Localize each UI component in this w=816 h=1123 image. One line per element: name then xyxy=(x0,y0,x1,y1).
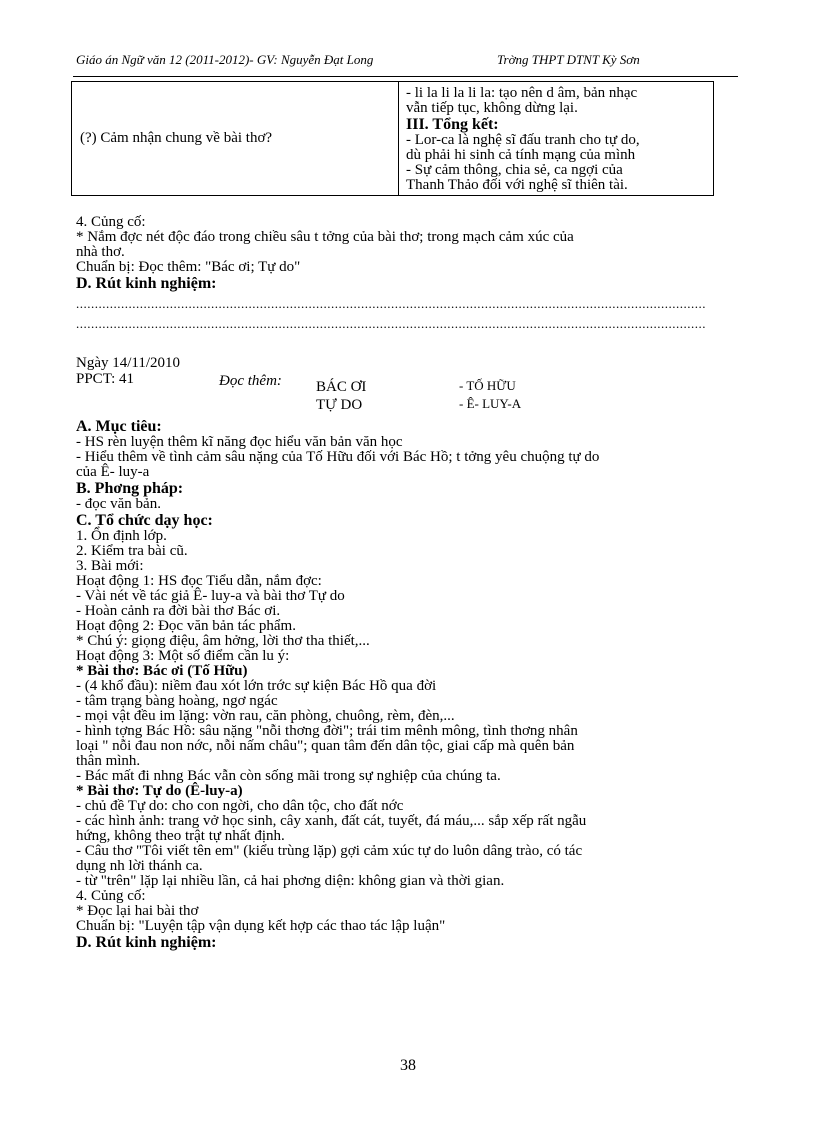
answer-line: - Lor-ca là nghệ sĩ đấu tranh cho tự do, xyxy=(406,132,640,148)
text-line: Chuẩn bị: Đọc thêm: "Bác ơi; Tự do" xyxy=(76,259,301,275)
lesson-date: Ngày 14/11/2010 xyxy=(76,355,181,371)
text-line: 2. Kiểm tra bài cũ. xyxy=(76,543,188,559)
question-cell xyxy=(72,82,399,196)
text-line: 4. Củng cố: xyxy=(76,214,146,230)
section-heading: D. Rút kinh nghiệm: xyxy=(76,934,217,951)
text-line: 4. Củng cố: xyxy=(76,888,146,904)
header-school-name: Trờng THPT DTNT Kỳ Sơn xyxy=(497,52,640,67)
poem-heading: * Bài thơ: Bác ơi (Tố Hữu) xyxy=(76,663,248,679)
text-line: nhà thơ. xyxy=(76,244,125,260)
poem-title-2: TỰ DO xyxy=(316,397,363,413)
section-heading: A. Mục tiêu: xyxy=(76,418,162,435)
text-line: - chủ đề Tự do: cho con ngời, cho dân tộc, cho đất nớc xyxy=(76,798,404,814)
lesson-ppct: PPCT: 41 xyxy=(76,371,135,387)
answer-line: - li la li la li la: tạo nên d âm, bản nhạc xyxy=(406,85,638,101)
text-line: - Vài nét về tác giả Ê- luy-a và bài thơ Tự do xyxy=(76,588,345,604)
text-line: - đọc văn bản. xyxy=(76,496,161,512)
answer-cell xyxy=(399,82,714,196)
answer-line: vẫn tiếp tục, không dừng lại. xyxy=(406,100,578,116)
table-row xyxy=(72,82,714,196)
text-line: 1. Ổn định lớp. xyxy=(76,528,167,544)
text-line: - HS rèn luyện thêm kĩ năng đọc hiểu văn bản văn học xyxy=(76,434,403,450)
text-line: loại " nỗi đau non nớc, nỗi nấm châu"; quan tâm đến dân tộc, giai cấp mà quên bản xyxy=(76,738,575,754)
consolidation-section xyxy=(76,215,741,336)
text-line: hứng, không theo trật tự nhất định. xyxy=(76,828,285,844)
text-line: - Bác mất đi nhng Bác vẫn còn sống mãi trong sự nghiệp của chúng ta. xyxy=(76,768,501,784)
experience-heading: D. Rút kinh nghiệm: xyxy=(76,275,217,292)
text-line: - mọi vật đều im lặng: vờn rau, căn phòng, chuông, rèm, đèn,... xyxy=(76,708,455,724)
text-line: Chuẩn bị: "Luyện tập vận dụng kết hợp các thao tác lập luận" xyxy=(76,918,446,934)
text-line: Hoạt động 2: Đọc văn bản tác phẩm. xyxy=(76,618,296,634)
text-line: - (4 khổ đầu): niềm đau xót lớn trớc sự kiện Bác Hồ qua đời xyxy=(76,678,437,694)
text-line: - các hình ảnh: trang vở học sinh, cây xanh, đất cát, tuyết, đá máu,... sắp xếp rất ngẫu xyxy=(76,813,587,829)
text-line: - tâm trạng bàng hoàng, ngơ ngác xyxy=(76,693,278,709)
consolidation-lines xyxy=(76,215,741,275)
page-number: 38 xyxy=(400,1057,416,1074)
author-2: - Ê- LUY-A xyxy=(459,396,522,411)
dotted-line: ........................................................................................................................................................................ xyxy=(76,316,706,331)
text-line: 3. Bài mới: xyxy=(76,558,144,574)
text-line: - Hiểu thêm về tình cảm sâu nặng của Tố Hữu đối với Bác Hồ; t tởng yêu chuộng tự do xyxy=(76,449,600,465)
text-line: - từ "trên" lặp lại nhiều lần, cả hai phơng diện: không gian và thời gian. xyxy=(76,873,505,889)
text-line: * Chú ý: giọng điệu, âm hởng, lời thơ tha thiết,... xyxy=(76,633,370,649)
text-line: dụng nh lời thánh ca. xyxy=(76,858,203,874)
lesson-section xyxy=(76,356,741,951)
text-line: Hoạt động 3: Một số điểm cần lu ý: xyxy=(76,648,290,664)
text-line: * Đọc lại hai bài thơ xyxy=(76,903,199,919)
answer-line: Thanh Thảo đối với nghệ sĩ thiên tài. xyxy=(406,177,628,193)
text-line: Hoạt động 1: HS đọc Tiểu dẫn, nắm đợc: xyxy=(76,573,322,589)
poem-title-1: BÁC ƠI xyxy=(316,379,367,395)
answer-line: - Sự cảm thông, chia sẻ, ca ngợi của xyxy=(406,162,623,178)
reading-label: Đọc thêm: xyxy=(219,373,282,389)
header-course-info: Giáo án Ngữ văn 12 (2011-2012)- GV: Nguyễn Đạt Long xyxy=(76,52,374,67)
page-header xyxy=(76,52,736,72)
lesson-table xyxy=(71,81,714,196)
author-1: - TỐ HỮU xyxy=(459,378,516,393)
answer-line: dù phải hi sinh cả tính mạng của mình xyxy=(406,147,636,163)
question-text: (?) Cảm nhận chung về bài thơ? xyxy=(80,130,273,146)
text-line: - Hoàn cảnh ra đời bài thơ Bác ơi. xyxy=(76,603,281,619)
summary-heading: III. Tổng kết: xyxy=(406,116,499,133)
lesson-content xyxy=(76,418,741,951)
section-heading: C. Tổ chức dạy học: xyxy=(76,512,213,529)
dotted-line: ........................................................................................................................................................................ xyxy=(76,296,706,311)
text-line: * Nắm đợc nét độc đáo trong chiều sâu t tởng của bài thơ; trong mạch cảm xúc của xyxy=(76,229,574,245)
text-line: - hình tợng Bác Hồ: sâu nặng "nỗi thơng đời"; trái tim mênh mông, tình thơng nhân xyxy=(76,723,578,739)
text-line: của Ê- luy-a xyxy=(76,464,150,480)
section-heading: B. Phơng pháp: xyxy=(76,480,184,497)
header-rule xyxy=(73,76,738,77)
lesson-header xyxy=(76,355,741,413)
text-line: thân mình. xyxy=(76,753,141,769)
poem-heading: * Bài thơ: Tự do (Ê-luy-a) xyxy=(76,783,243,799)
text-line: - Câu thơ "Tôi viết tên em" (kiểu trùng lặp) gợi cảm xúc tự do luôn dâng trào, có tác xyxy=(76,843,583,859)
